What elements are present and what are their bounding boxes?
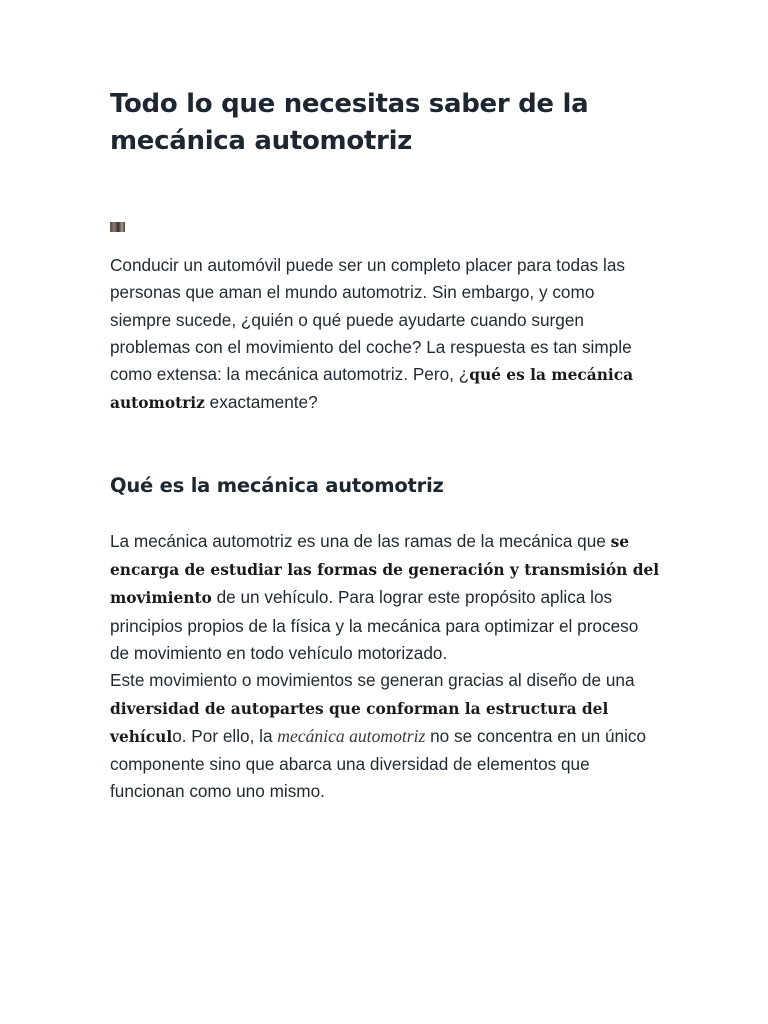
section-paragraph-2	[110, 667, 660, 805]
section-p2-bold-1: diversidad de autopartes que conforman la estructura del vehícul	[110, 699, 609, 746]
broken-image-icon	[110, 222, 125, 232]
section-p1-text-1: La mecánica automotriz es una de las ramas de la mecánica que	[110, 530, 611, 551]
intro-text-1: Conducir un automóvil puede ser un completo placer para todas las personas que aman el mundo automotriz. Sin embargo, y como siempre sucede, ¿quién o qué puede ayudarte cuando surgen problemas con el movimiento del coche? La respuesta es tan simple como extensa: la mecánica automotriz. Pero, ¿	[110, 255, 632, 385]
section-p1-text-2: de un vehículo. Para lograr este propósito aplica los principios propios de la física y la mecánica para optimizar el proceso de movimiento en todo vehículo motorizado.	[110, 587, 639, 663]
section-heading: Qué es la mecánica automotriz	[110, 473, 444, 497]
section-paragraph-1	[110, 528, 660, 667]
intro-bold-1: qué es la mecánica automotriz	[110, 366, 634, 413]
article	[110, 86, 660, 806]
section-p1-bold-1: se encarga de estudiar las formas de generación y transmisión del movimiento	[110, 532, 660, 608]
section-p2-text-3: no se concentra en un único componente sino que abarca una diversidad de elementos que funcionan como uno mismo.	[110, 725, 647, 802]
section-p2-text-2: o. Por ello, la	[172, 725, 278, 746]
intro-paragraph	[110, 252, 660, 418]
section-p2-italic-1: mecánica automotriz	[277, 725, 426, 746]
article-title: Todo lo que necesitas saber de la mecánica automotriz	[110, 89, 589, 156]
intro-text-2: exactamente?	[204, 392, 318, 413]
section-p2-text-1: Este movimiento o movimientos se generan gracias al diseño de una	[110, 670, 635, 691]
